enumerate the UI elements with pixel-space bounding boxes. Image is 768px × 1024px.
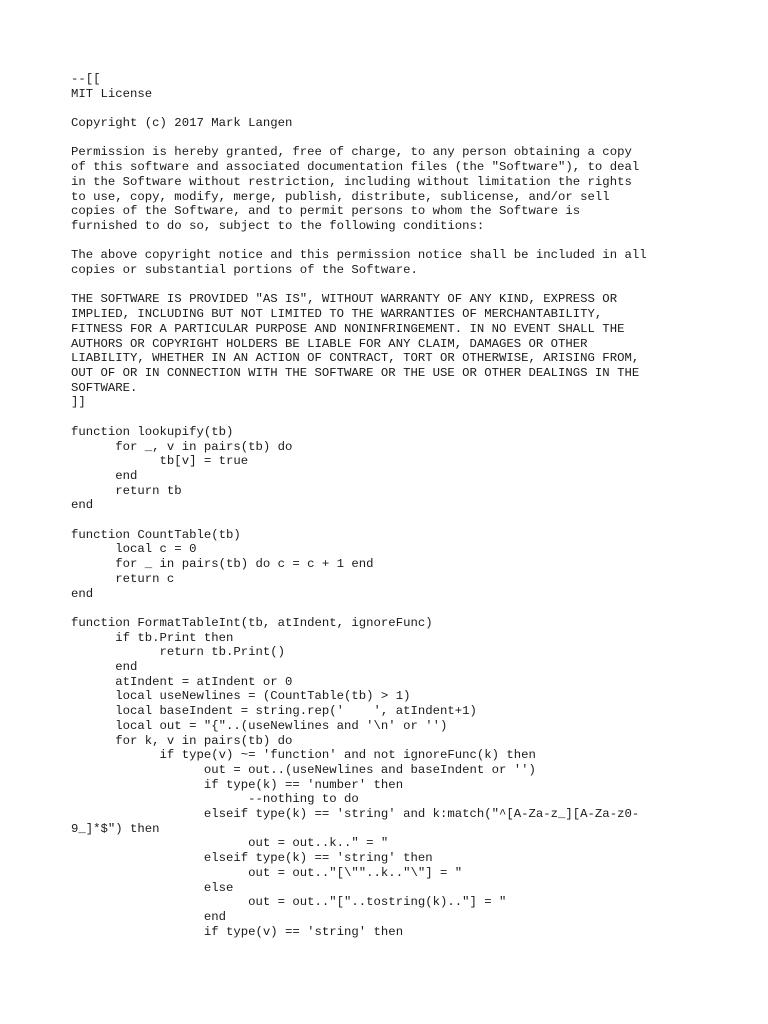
document-line: OUT OF OR IN CONNECTION WITH THE SOFTWARE OR THE USE OR OTHER DEALINGS IN THE [71, 366, 640, 380]
document-line: end [71, 660, 138, 675]
document-line: furnished to do so, subject to the following conditions: [71, 219, 485, 233]
document-line: if type(v) ~= 'function' and not ignoreFunc(k) then [71, 748, 536, 763]
document-line: tb[v] = true [71, 454, 249, 469]
document-line: Copyright (c) 2017 Mark Langen [71, 116, 293, 131]
document-line: end [71, 586, 94, 601]
document-line: return c [71, 571, 175, 586]
document-line: if type(k) == 'number' then [71, 777, 404, 792]
document-line [71, 101, 721, 116]
document-line: return tb [71, 483, 182, 498]
document-line: local out = "{"..(useNewlines and '\n' or '') [71, 718, 448, 733]
document-line: out = out..(useNewlines and baseIndent or '') [71, 762, 536, 777]
document-line [71, 278, 721, 293]
document-line: ]] [71, 395, 86, 410]
document-line: for _, v in pairs(tb) do [71, 439, 293, 454]
document-line: if tb.Print then [71, 630, 234, 645]
document-page [71, 72, 721, 939]
document-line: for _ in pairs(tb) do c = c + 1 end [71, 557, 374, 572]
document-line: --[[ [71, 72, 101, 86]
document-line: if type(v) == 'string' then [71, 924, 404, 939]
document-line: function FormatTableInt(tb, atIndent, ignoreFunc) [71, 615, 433, 630]
document-line: end [71, 468, 138, 483]
document-line: of this software and associated documentation files (the "Software"), to deal [71, 160, 640, 175]
document-line: end [71, 498, 94, 513]
document-line: out = out.."[\""..k.."\"] = " [71, 865, 463, 880]
document-line: to use, copy, modify, merge, publish, distribute, sublicense, and/or sell [71, 189, 610, 204]
document-line: MIT License [71, 86, 153, 101]
document-line: local baseIndent = string.rep(' ', atIndent+1) [71, 704, 477, 719]
document-line: local useNewlines = (CountTable(tb) > 1) [71, 689, 411, 704]
document-line [71, 513, 721, 528]
document-line: out = out..k.." = " [71, 836, 389, 851]
document-line [71, 234, 721, 249]
document-line: copies of the Software, and to permit persons to whom the Software is [71, 204, 581, 219]
document-line: in the Software without restriction, including without limitation the rights [71, 174, 632, 189]
document-line: elseif type(k) == 'string' and k:match("^[A-Za-z_][A-Za-z0- [71, 807, 640, 822]
document-line [71, 410, 721, 425]
document-line: LIABILITY, WHETHER IN AN ACTION OF CONTRACT, TORT OR OTHERWISE, ARISING FROM, [71, 351, 640, 366]
document-line: function lookupify(tb) [71, 424, 234, 439]
document-line: local c = 0 [71, 542, 197, 557]
document-line: IMPLIED, INCLUDING BUT NOT LIMITED TO THE WARRANTIES OF MERCHANTABILITY, [71, 307, 603, 322]
document-line: copies or substantial portions of the Software. [71, 263, 418, 278]
document-line: Permission is hereby granted, free of charge, to any person obtaining a copy [71, 145, 632, 160]
document-line: The above copyright notice and this permission notice shall be included in all [71, 248, 647, 263]
document-line: AUTHORS OR COPYRIGHT HOLDERS BE LIABLE FOR ANY CLAIM, DAMAGES OR OTHER [71, 336, 588, 351]
document-line: elseif type(k) == 'string' then [71, 851, 433, 866]
document-line: FITNESS FOR A PARTICULAR PURPOSE AND NONINFRINGEMENT. IN NO EVENT SHALL THE [71, 321, 625, 336]
document-line: else [71, 880, 234, 895]
document-line: THE SOFTWARE IS PROVIDED "AS IS", WITHOUT WARRANTY OF ANY KIND, EXPRESS OR [71, 292, 618, 307]
document-line: end [71, 909, 226, 924]
document-line: return tb.Print() [71, 645, 286, 660]
document-line [71, 131, 721, 146]
document-line: for k, v in pairs(tb) do [71, 733, 293, 748]
document-line: 9_]*$") then [71, 821, 160, 836]
document-line: SOFTWARE. [71, 380, 138, 395]
document-line [71, 601, 721, 616]
document-line: function CountTable(tb) [71, 527, 241, 542]
document-line: atIndent = atIndent or 0 [71, 674, 293, 689]
document-line: --nothing to do [71, 792, 359, 807]
document-line: out = out.."["..tostring(k).."] = " [71, 895, 507, 910]
